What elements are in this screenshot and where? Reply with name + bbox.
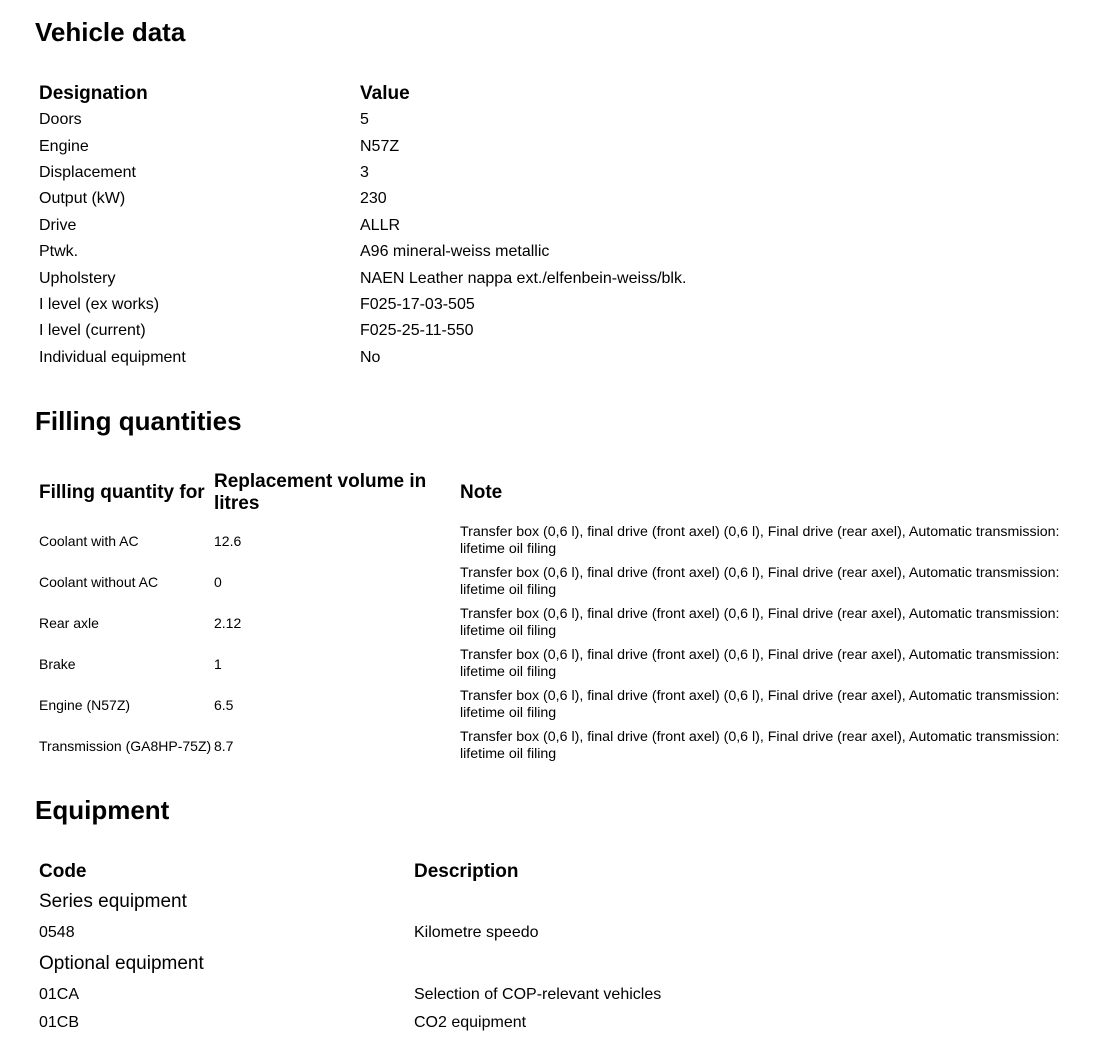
column-header-code: Code (39, 860, 87, 882)
table-row (39, 1010, 1110, 1037)
designation-cell: Upholstery (39, 269, 116, 287)
designation-cell: Displacement (39, 163, 136, 181)
note-cell: Transfer box (0,6 l), final drive (front axel) (0,6 l), Final drive (rear axel), Automatic transmission: lifetime oil filing (460, 647, 1060, 681)
value-cell: A96 mineral-weiss metallic (360, 243, 550, 261)
value-cell: NAEN Leather nappa ext./elfenbein-weiss/blk. (360, 269, 687, 287)
equipment-body (39, 886, 1110, 1037)
replacement-volume-cell: 8.7 (214, 738, 234, 755)
column-header-filling-quantity-for: Filling quantity for (39, 481, 205, 503)
equipment-table (39, 858, 1110, 1037)
column-header-replacement-volume: Replacement volume in litres (214, 470, 427, 514)
filling-quantity-for-cell: Coolant without AC (39, 573, 159, 590)
table-row (39, 107, 1110, 133)
code-cell: 0548 (39, 923, 75, 941)
equipment-group-label: Series equipment (39, 890, 187, 912)
table-row (39, 292, 1110, 318)
description-cell: Selection of COP-relevant vehicles (414, 985, 662, 1003)
table-row (39, 345, 1110, 371)
replacement-volume-cell: 12.6 (214, 533, 242, 550)
filling-quantities-header-row (39, 469, 1110, 517)
vehicle-data-table (39, 80, 1110, 371)
column-header-note: Note (460, 481, 503, 503)
table-row (39, 918, 1110, 948)
value-cell: F025-25-11-550 (360, 322, 474, 340)
replacement-volume-cell: 1 (214, 656, 222, 673)
table-row (39, 318, 1110, 344)
value-cell: F025-17-03-505 (360, 295, 475, 313)
table-row (39, 186, 1110, 212)
equipment-group-label: Optional equipment (39, 952, 204, 974)
filling-quantity-for-cell: Rear axle (39, 614, 99, 631)
designation-cell: Individual equipment (39, 348, 186, 366)
value-cell: 230 (360, 190, 387, 208)
value-cell: No (360, 348, 381, 366)
filling-quantity-for-cell: Coolant with AC (39, 532, 139, 549)
designation-cell: Output (kW) (39, 190, 126, 208)
table-row (39, 685, 1110, 726)
description-cell: CO2 equipment (414, 1014, 527, 1032)
designation-cell: I level (current) (39, 322, 146, 340)
value-cell: N57Z (360, 137, 400, 155)
filling-quantities-table (39, 469, 1110, 767)
equipment-header-row (39, 858, 1110, 886)
value-cell: 3 (360, 163, 369, 181)
table-row (39, 265, 1110, 291)
table-row (39, 239, 1110, 265)
table-row (39, 644, 1110, 685)
table-row (39, 980, 1110, 1010)
table-row (39, 213, 1110, 239)
table-row (39, 726, 1110, 767)
designation-cell: Drive (39, 216, 77, 234)
vehicle-data-header-row (39, 80, 1110, 107)
filling-quantity-for-cell: Transmission (GA8HP-75Z) (39, 737, 212, 754)
table-row (39, 521, 1110, 562)
note-cell: Transfer box (0,6 l), final drive (front axel) (0,6 l), Final drive (rear axel), Automatic transmission: lifetime oil filing (460, 606, 1060, 640)
equipment-title: Equipment (35, 794, 170, 825)
filling-quantities-body (39, 521, 1110, 767)
note-cell: Transfer box (0,6 l), final drive (front axel) (0,6 l), Final drive (rear axel), Automatic transmission: lifetime oil filing (460, 524, 1060, 558)
designation-cell: Ptwk. (39, 243, 79, 261)
table-row (39, 603, 1110, 644)
replacement-volume-cell: 6.5 (214, 697, 234, 714)
filling-quantities-title: Filling quantities (35, 405, 242, 436)
table-row (39, 562, 1110, 603)
note-cell: Transfer box (0,6 l), final drive (front axel) (0,6 l), Final drive (rear axel), Automatic transmission: lifetime oil filing (460, 688, 1060, 722)
description-cell: Kilometre speedo (414, 923, 539, 941)
value-cell: ALLR (360, 216, 401, 234)
table-row (39, 133, 1110, 159)
column-header-value: Value (360, 82, 410, 104)
code-cell: 01CB (39, 1014, 80, 1032)
filling-quantity-for-cell: Engine (N57Z) (39, 696, 131, 713)
column-header-description: Description (414, 860, 519, 882)
note-cell: Transfer box (0,6 l), final drive (front axel) (0,6 l), Final drive (rear axel), Automatic transmission: lifetime oil filing (460, 565, 1060, 599)
table-row (39, 160, 1110, 186)
designation-cell: Engine (39, 137, 89, 155)
filling-quantity-for-cell: Brake (39, 655, 76, 672)
vehicle-data-title: Vehicle data (35, 17, 186, 47)
designation-cell: Doors (39, 111, 82, 129)
vehicle-data-body (39, 107, 1110, 371)
code-cell: 01CA (39, 985, 80, 1003)
value-cell: 5 (360, 111, 369, 129)
column-header-designation: Designation (39, 82, 148, 104)
designation-cell: I level (ex works) (39, 295, 160, 313)
note-cell: Transfer box (0,6 l), final drive (front axel) (0,6 l), Final drive (rear axel), Automatic transmission: lifetime oil filing (460, 729, 1060, 763)
replacement-volume-cell: 2.12 (214, 615, 242, 632)
replacement-volume-cell: 0 (214, 574, 222, 591)
